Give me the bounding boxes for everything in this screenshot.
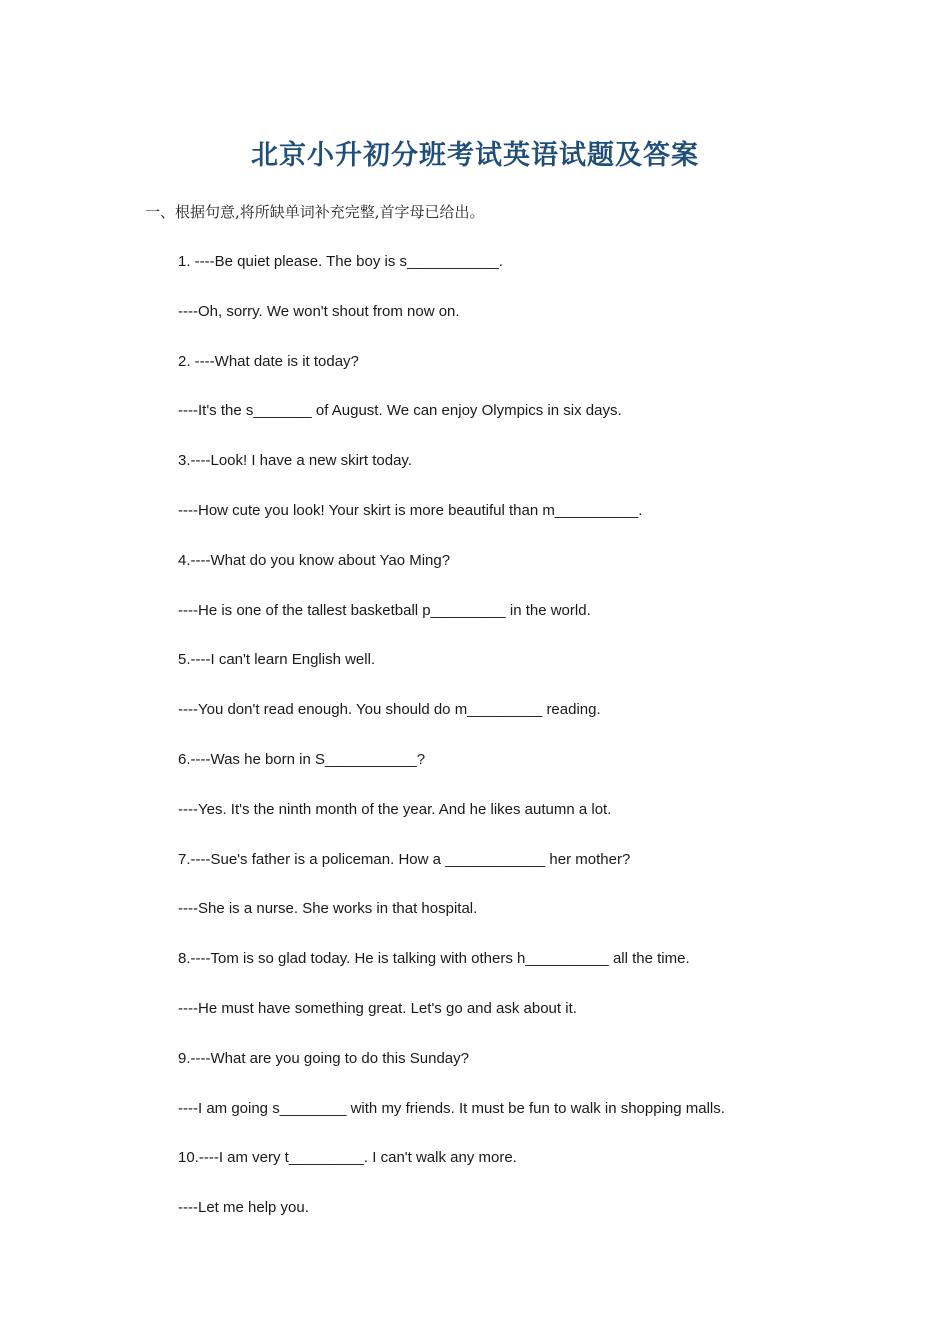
question-list [178,252,878,1248]
question-2-response: ----It's the s_______ of August. We can enjoy Olympics in six days. [178,402,622,420]
document-title: 北京小升初分班考试英语试题及答案 [251,140,699,171]
question-6-response: ----Yes. It's the ninth month of the year. And he likes autumn a lot. [178,800,612,818]
question-3-prompt: 3.----Look! I have a new skirt today. [178,452,412,470]
question-8-prompt: 8.----Tom is so glad today. He is talking with others h__________ all the time. [178,950,690,968]
question-9-response: ----I am going s________ with my friends. It must be fun to walk in shopping malls. [178,1099,725,1117]
question-7-response: ----She is a nurse. She works in that hospital. [178,900,478,918]
question-2-prompt: 2. ----What date is it today? [178,352,359,370]
section-heading: 一、根据句意,将所缺单词补充完整,首字母已给出。 [145,203,485,221]
question-5-prompt: 5.----I can't learn English well. [178,651,376,669]
question-10-response: ----Let me help you. [178,1199,309,1217]
question-3-response: ----How cute you look! Your skirt is more beautiful than m__________. [178,501,643,519]
question-1-response: ----Oh, sorry. We won't shout from now on. [178,302,460,320]
question-10-prompt: 10.----I am very t_________. I can't walk any more. [178,1149,517,1167]
question-6-prompt: 6.----Was he born in S___________? [178,750,426,768]
question-4-prompt: 4.----What do you know about Yao Ming? [178,551,451,569]
question-4-response: ----He is one of the tallest basketball p_________ in the world. [178,601,591,619]
question-9-prompt: 9.----What are you going to do this Sunday? [178,1049,469,1067]
question-1-prompt: 1. ----Be quiet please. The boy is s___________. [178,253,503,270]
question-8-response: ----He must have something great. Let's go and ask about it. [178,999,577,1017]
question-5-response: ----You don't read enough. You should do m_________ reading. [178,701,601,719]
question-7-prompt: 7.----Sue's father is a policeman. How a ____________ her mother? [178,850,631,868]
